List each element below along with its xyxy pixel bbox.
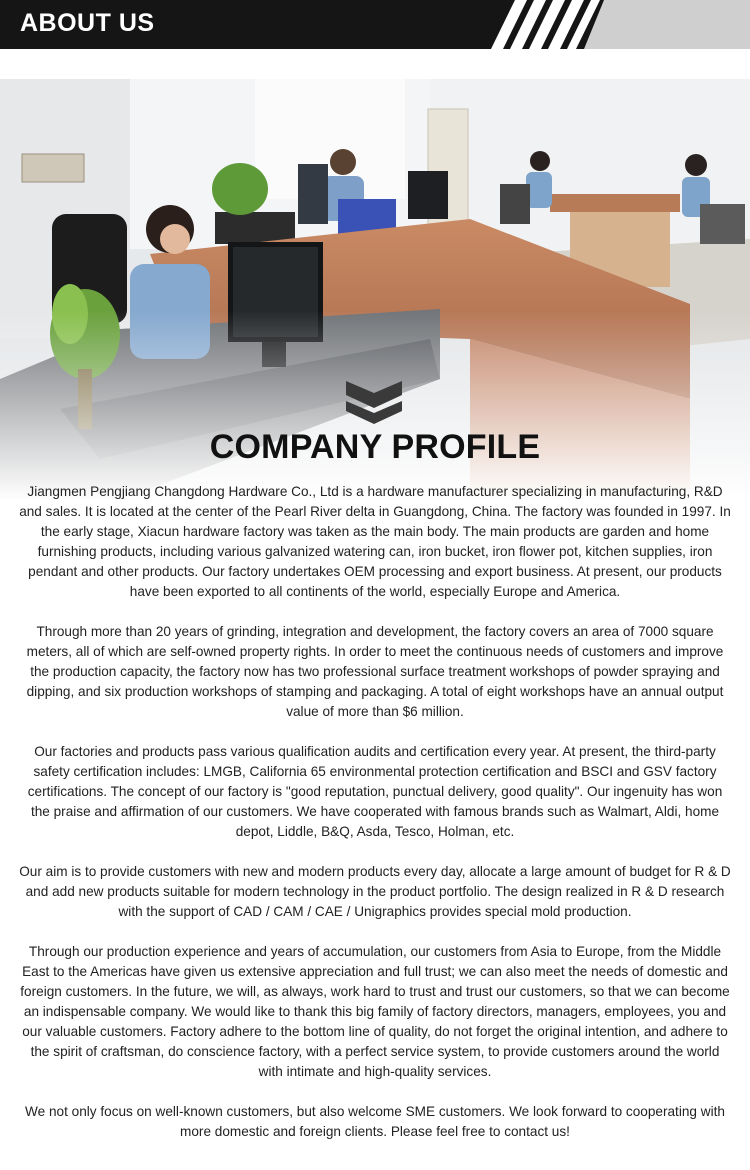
page-title: ABOUT US (20, 9, 155, 37)
section-title: COMPANY PROFILE (209, 428, 541, 466)
about-us-banner (0, 0, 750, 49)
paragraph: Our aim is to provide customers with new and modern products every day, allocate a large amount of budget for R & D and add new products suitable for modern technology in the product portfolio. The design realized in R & D research with the support of CAD / CAM / CAE / Unigraphics provides special mold production. (19, 864, 731, 919)
paragraph: Through more than 20 years of grinding, integration and development, the factory covers an area of 7000 square meters, all of which are self-owned property rights. In order to meet the continuous needs of customers and improve the production capacity, the factory now has two professional surface treatment workshops of powder spraying and dipping, and six production workshops of stamping and packaging. A total of eight workshops have an annual output value of more than $6 million. (26, 624, 724, 719)
paragraph: Our factories and products pass various qualification audits and certification every year. At present, the third-party safety certification includes: LMGB, California 65 environmental protection certification and BSCI and GSV factory certifications. The concept of our factory is "good reputation, punctual delivery, good quality". Our ingenuity has won the praise and affirmation of our customers. We have cooperated with famous brands such as Walmart, Aldi, home depot, Liddle, B&Q, Asda, Tesco, Holman, etc. (27, 744, 723, 839)
paragraph: Jiangmen Pengjiang Changdong Hardware Co., Ltd is a hardware manufacturer specializing in manufacturing, R&D and sales. It is located at the center of the Pearl River delta in Guangdong, China. The factory was founded in 1997. In the early stage, Xiacun hardware factory was taken as the main body. The main products are garden and home furnishing products, including various galvanized watering can, iron bucket, iron flower pot, kitchen supplies, iron pendant and other products. Our factory undertakes OEM processing and export business. At present, our products have been exported to all continents of the world, especially Europe and America. (19, 484, 731, 599)
company-profile-text (18, 482, 732, 1162)
paragraph: Through our production experience and years of accumulation, our customers from Asia to Europe, from the Middle East to the Americas have given us extensive appreciation and full trust; we can also meet the needs of domestic and foreign customers. In the future, we will, as always, work hard to trust and trust our customers, so that we can become an indispensable company. We would like to thank this big family of factory directors, managers, employees, you and our valuable customers. Factory adhere to the bottom line of quality, do not forget the original intention, and adhere to the spirit of craftsman, do conscience factory, with a perfect service system, to provide customers around the world with intimate and high-quality services. (20, 944, 730, 1079)
chevron-down-icon (346, 381, 402, 425)
paragraph: We not only focus on well-known customers, but also welcome SME customers. We look forward to cooperating with more domestic and foreign clients. Please feel free to contact us! (25, 1104, 725, 1139)
